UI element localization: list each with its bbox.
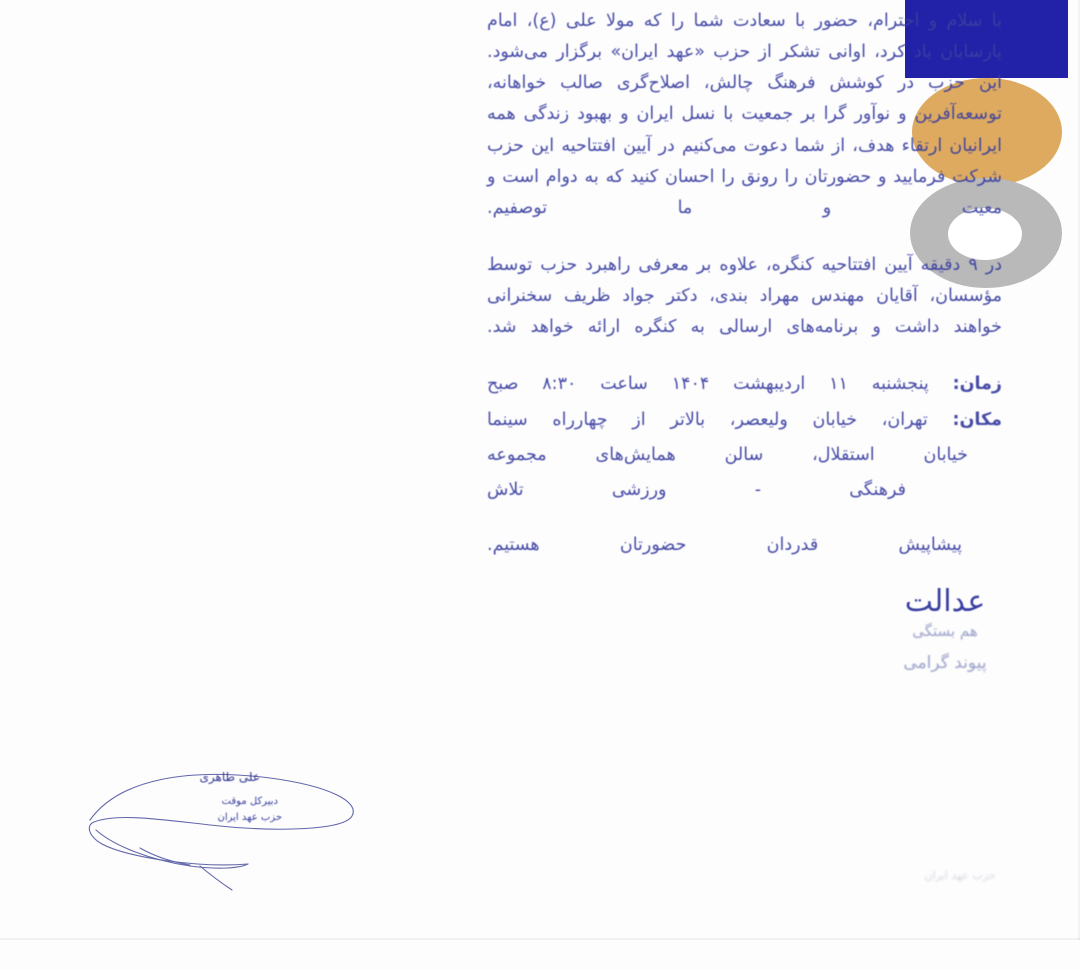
- event-time-label: زمان:: [952, 374, 1003, 395]
- event-place-line-2: خیابان استقلال، سالن همایش‌های مجموعه: [487, 444, 968, 465]
- event-time-line: [487, 369, 1002, 400]
- event-details: [487, 369, 1002, 506]
- letter-paragraph-1: با سلام و احترام، حضور با سعادت شما را که مولا علی (ع)، امام پارسایان یاد کرد، اوانی تشکر از حزب «عهد ایران» برگزار می‌شود. این حزب در کوشش فرهنگ چالش، اصلاح‌گری صالب خواهانه، توسعه‌آفرین و نوآور گرا بر جمعیت با نسل ایران و بهبود زندگی همه ایرانیان ارتقاء هدف، از شما دعوت می‌کنیم در آیین افتتاحیه این حزب شرکت فرمایید و حضورتان را رونق را احسان کنید که به دوام است و معیت و ما توصفیم.: [487, 11, 1002, 218]
- branding-subtitle: هم بستگی: [912, 622, 978, 640]
- branding-wordmark: [855, 585, 1035, 674]
- event-place-label: مکان:: [952, 409, 1002, 430]
- branding-subtitle-2: پیوند گرامی: [903, 652, 987, 673]
- signature-title-line-2: حزب عهد ایران: [217, 812, 282, 823]
- signature-name: علی طاهری: [199, 770, 260, 784]
- letter-body: [487, 0, 1002, 561]
- footer-watermark: حزب عهد ایران: [924, 869, 996, 882]
- signature-block: [80, 760, 400, 900]
- signature-title: [218, 794, 283, 826]
- event-place-line-3: فرهنگی - ورزشی تلاش: [487, 479, 906, 500]
- signature-title-line-1: دبیرکل موقت: [221, 796, 278, 807]
- event-time-value: پنجشنبه ۱۱ اردیبهشت ۱۴۰۴ ساعت ۸:۳۰ صبح: [487, 374, 929, 395]
- letter-closing: پیشاپیش قدردان حضورتان هستیم.: [487, 534, 962, 555]
- letter-paragraph-2: در ۹ دقیقه آیین افتتاحیه کنگره، علاوه بر معرفی راهبرد حزب توسط مؤسسان، آقایان مهندس مهراد بندی، دکتر جواد ظریف سخنرانی خواهند داشت و برنامه‌های ارسالی به کنگره ارائه خواهد شد.: [487, 254, 1002, 338]
- event-place-line: [487, 405, 1002, 436]
- event-place-value: تهران، خیابان ولیعصر، بالاتر از چهارراه سینما: [487, 409, 928, 430]
- branding-title: عدالت: [904, 584, 986, 619]
